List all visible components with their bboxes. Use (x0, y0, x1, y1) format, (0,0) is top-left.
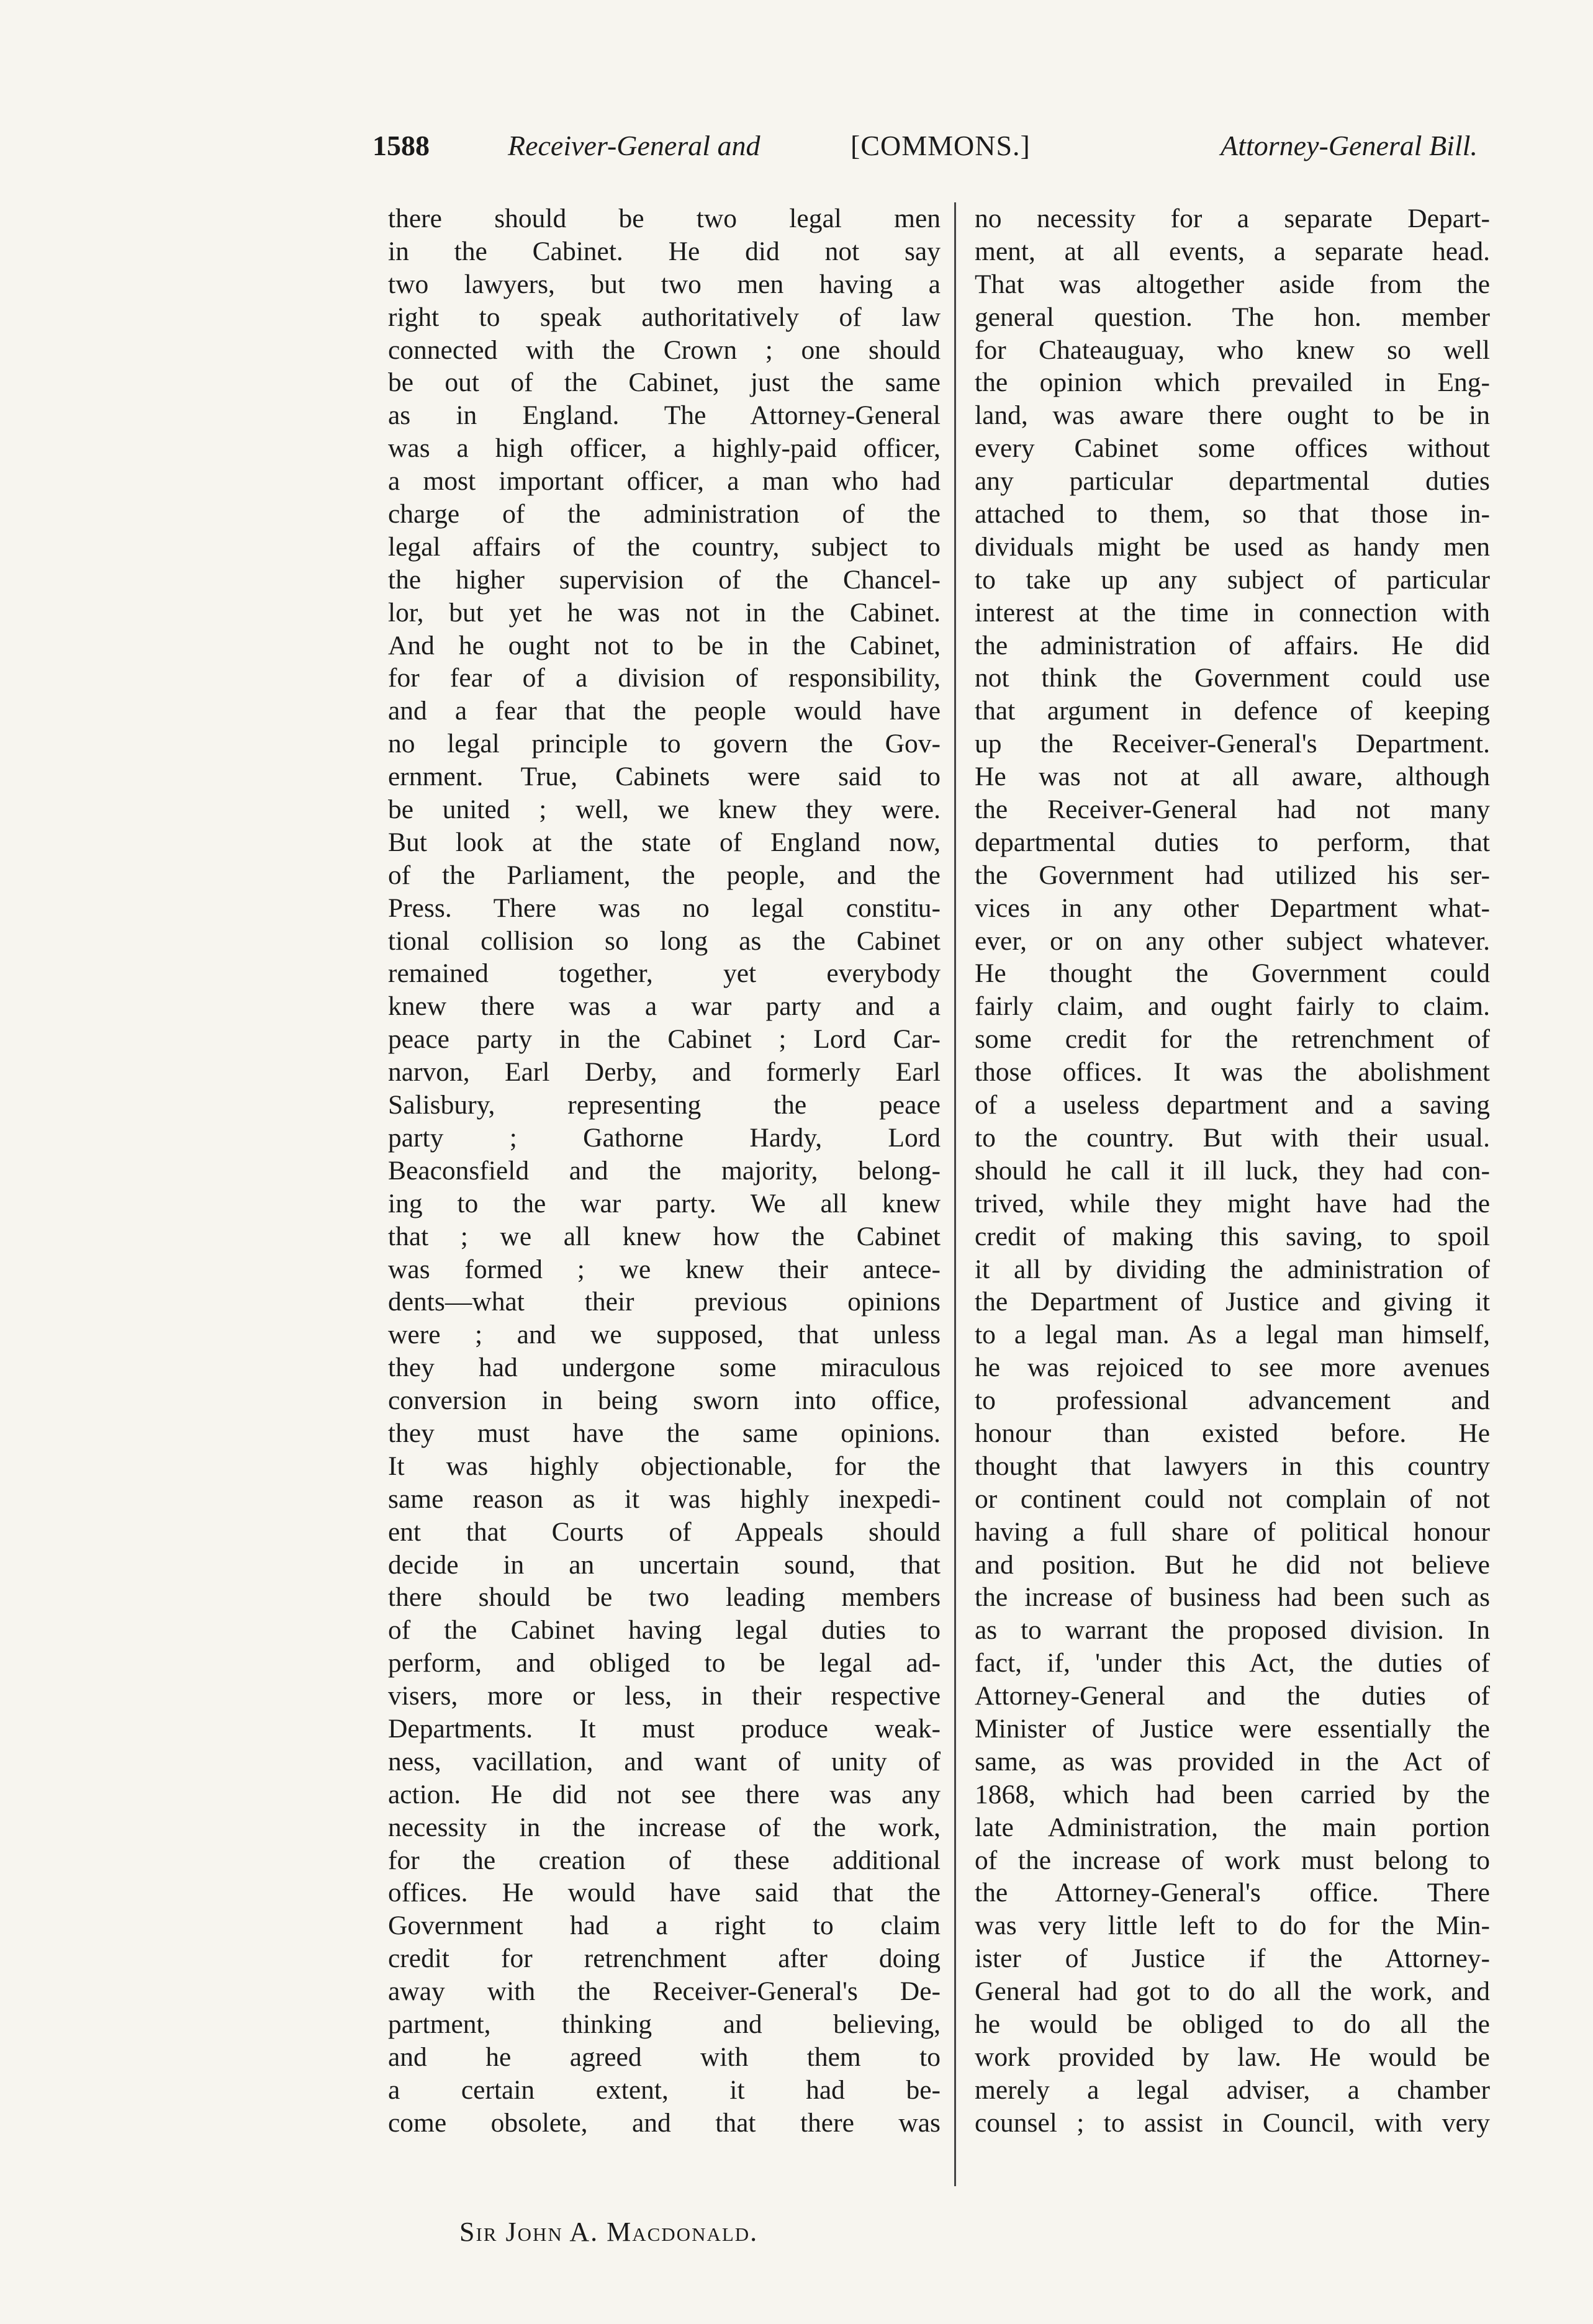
text-line: every Cabinet some offices without (975, 433, 1490, 464)
text-line: or continent could not complain of not (975, 1484, 1490, 1514)
text-line: the opinion which prevailed in Eng- (975, 367, 1490, 398)
text-line: no legal principle to govern the Gov- (388, 729, 941, 759)
text-line: the administration of affairs. He did (975, 630, 1490, 660)
text-line: the higher supervision of the Chancel- (388, 564, 941, 595)
text-line: he was rejoiced to see more avenues (975, 1353, 1490, 1383)
text-line: were ; and we supposed, that unless (388, 1320, 941, 1350)
text-line: land, was aware there ought to be in (975, 400, 1490, 431)
text-line: connected with the Crown ; one should (388, 335, 941, 365)
text-line: to professional advancement and (975, 1385, 1490, 1416)
text-line: the Department of Justice and giving it (975, 1287, 1490, 1317)
running-title-left: Receiver-General and (508, 130, 760, 161)
text-line: Beaconsfield and the majority, belong- (388, 1155, 941, 1186)
column-divider (954, 202, 956, 2186)
text-line: ernment. True, Cabinets were said to (388, 762, 941, 792)
text-line: tional collision so long as the Cabinet (388, 926, 941, 956)
text-line: come obsolete, and that there was (388, 2107, 941, 2138)
text-line: credit of making this saving, to spoil (975, 1221, 1490, 1251)
text-line: the Attorney-General's office. There (975, 1878, 1490, 1908)
text-line: vices in any other Department what- (975, 893, 1490, 923)
text-line: Government had a right to claim (388, 1911, 941, 1941)
text-line: narvon, Earl Derby, and formerly Earl (388, 1057, 941, 1088)
text-line: honour than existed before. He (975, 1418, 1490, 1448)
text-line: But look at the state of England now, (388, 827, 941, 857)
text-line: that argument in defence of keeping (975, 696, 1490, 726)
text-line: in the Cabinet. He did not say (388, 236, 941, 266)
text-line: departmental duties to perform, that (975, 827, 1490, 857)
text-line: It was highly objectionable, for the (388, 1451, 941, 1481)
text-line: partment, thinking and believing, (388, 2009, 941, 2039)
text-line: He was not at all aware, although (975, 762, 1490, 792)
text-line: two lawyers, but two men having a (388, 269, 941, 299)
text-line: for Chateauguay, who knew so well (975, 335, 1490, 365)
text-line: He thought the Government could (975, 958, 1490, 989)
right-text-column (975, 202, 1490, 2140)
text-line: attached to them, so that those in- (975, 499, 1490, 529)
text-line: for the creation of these additional (388, 1845, 941, 1875)
text-line: up the Receiver-General's Department. (975, 729, 1490, 759)
text-line: legal affairs of the country, subject to (388, 531, 941, 562)
text-line: to a legal man. As a legal man himself, (975, 1320, 1490, 1350)
text-line: away with the Receiver-General's De- (388, 1976, 941, 2007)
text-line: right to speak authoritatively of law (388, 302, 941, 332)
text-line: should he call it ill luck, they had con- (975, 1155, 1490, 1186)
text-line: be out of the Cabinet, just the same (388, 367, 941, 398)
running-title-right: Attorney-General Bill. (1221, 130, 1478, 161)
left-text-column (388, 202, 941, 2140)
text-line: action. He did not see there was any (388, 1779, 941, 1809)
text-line: decide in an uncertain sound, that (388, 1549, 941, 1580)
text-line: to take up any subject of particular (975, 564, 1490, 595)
text-line: Departments. It must produce weak- (388, 1713, 941, 1744)
text-line: credit for retrenchment after doing (388, 1943, 941, 1974)
page-header (372, 129, 1478, 173)
text-line: dents—what their previous opinions (388, 1287, 941, 1317)
speaker-name: Sir John A. Macdonald. (459, 2217, 759, 2247)
text-line: they must have the same opinions. (388, 1418, 941, 1448)
text-line: was a high officer, a highly-paid officer, (388, 433, 941, 464)
text-line: interest at the time in connection with (975, 597, 1490, 628)
text-line: of the increase of work must belong to (975, 1845, 1490, 1875)
text-line: that ; we all knew how the Cabinet (388, 1221, 941, 1251)
text-line: to the country. But with their usual. (975, 1122, 1490, 1153)
text-line: as to warrant the proposed division. In (975, 1615, 1490, 1646)
text-line: same reason as it was highly inexpedi- (388, 1484, 941, 1514)
text-line: of a useless department and a saving (975, 1090, 1490, 1120)
text-line: they had undergone some miraculous (388, 1353, 941, 1383)
text-line: visers, more or less, in their respective (388, 1681, 941, 1711)
text-line: it all by dividing the administration of (975, 1254, 1490, 1284)
text-line: there should be two leading members (388, 1582, 941, 1613)
text-line: ister of Justice if the Attorney- (975, 1943, 1490, 1974)
text-line: And he ought not to be in the Cabinet, (388, 630, 941, 660)
text-line: Press. There was no legal constitu- (388, 893, 941, 923)
text-line: merely a legal adviser, a chamber (975, 2074, 1490, 2105)
page-number: 1588 (372, 130, 430, 161)
text-line: of the Parliament, the people, and the (388, 860, 941, 890)
text-line: the Receiver-General had not many (975, 795, 1490, 825)
text-line: party ; Gathorne Hardy, Lord (388, 1122, 941, 1153)
text-line: those offices. It was the abolishment (975, 1057, 1490, 1088)
text-line: work provided by law. He would be (975, 2042, 1490, 2072)
text-line: perform, and obliged to be legal ad- (388, 1648, 941, 1678)
house-label: [COMMONS.] (851, 130, 1031, 161)
text-line: counsel ; to assist in Council, with very (975, 2107, 1490, 2138)
text-line: remained together, yet everybody (388, 958, 941, 989)
text-line: ent that Courts of Appeals should (388, 1516, 941, 1547)
text-line: same, as was provided in the Act of (975, 1746, 1490, 1777)
text-line: a most important officer, a man who had (388, 466, 941, 497)
text-line: charge of the administration of the (388, 499, 941, 529)
text-line: Salisbury, representing the peace (388, 1090, 941, 1120)
text-line: no necessity for a separate Depart- (975, 204, 1490, 233)
text-line: some credit for the retrenchment of (975, 1024, 1490, 1055)
text-line: late Administration, the main portion (975, 1812, 1490, 1842)
text-line: General had got to do all the work, and (975, 1976, 1490, 2007)
text-line: fact, if, 'under this Act, the duties of (975, 1648, 1490, 1678)
text-line: the increase of business had been such as (975, 1582, 1490, 1613)
text-line: peace party in the Cabinet ; Lord Car- (388, 1024, 941, 1055)
text-line: ing to the war party. We all knew (388, 1188, 941, 1218)
text-line: ever, or on any other subject whatever. (975, 926, 1490, 956)
text-line: as in England. The Attorney-General (388, 400, 941, 431)
text-line: be united ; well, we knew they were. (388, 795, 941, 825)
text-line: thought that lawyers in this country (975, 1451, 1490, 1481)
text-line: he would be obliged to do all the (975, 2009, 1490, 2039)
text-line: Minister of Justice were essentially the (975, 1713, 1490, 1744)
text-line: and he agreed with them to (388, 2042, 941, 2072)
text-line: the Government had utilized his ser- (975, 860, 1490, 890)
text-line: was formed ; we knew their antece- (388, 1254, 941, 1284)
text-line: fairly claim, and ought fairly to claim. (975, 991, 1490, 1022)
text-line: any particular departmental duties (975, 466, 1490, 497)
text-line: Attorney-General and the duties of (975, 1681, 1490, 1711)
text-line: and position. But he did not believe (975, 1549, 1490, 1580)
text-line: That was altogether aside from the (975, 269, 1490, 299)
text-line: of the Cabinet having legal duties to (388, 1615, 941, 1646)
text-line: having a full share of political honour (975, 1516, 1490, 1547)
text-line: ment, at all events, a separate head. (975, 236, 1490, 266)
text-line: a certain extent, it had be- (388, 2074, 941, 2105)
text-line: there should be two legal men (388, 204, 941, 233)
text-line: dividuals might be used as handy men (975, 531, 1490, 562)
text-line: knew there was a war party and a (388, 991, 941, 1022)
text-line: offices. He would have said that the (388, 1878, 941, 1908)
text-line: lor, but yet he was not in the Cabinet. (388, 597, 941, 628)
text-line: ness, vacillation, and want of unity of (388, 1746, 941, 1777)
text-line: not think the Government could use (975, 663, 1490, 693)
text-line: was very little left to do for the Min- (975, 1911, 1490, 1941)
text-line: necessity in the increase of the work, (388, 1812, 941, 1842)
text-line: for fear of a division of responsibility, (388, 663, 941, 693)
text-line: conversion in being sworn into office, (388, 1385, 941, 1416)
text-line: 1868, which had been carried by the (975, 1779, 1490, 1809)
text-line: general question. The hon. member (975, 302, 1490, 332)
text-line: trived, while they might have had the (975, 1188, 1490, 1218)
text-line: and a fear that the people would have (388, 696, 941, 726)
